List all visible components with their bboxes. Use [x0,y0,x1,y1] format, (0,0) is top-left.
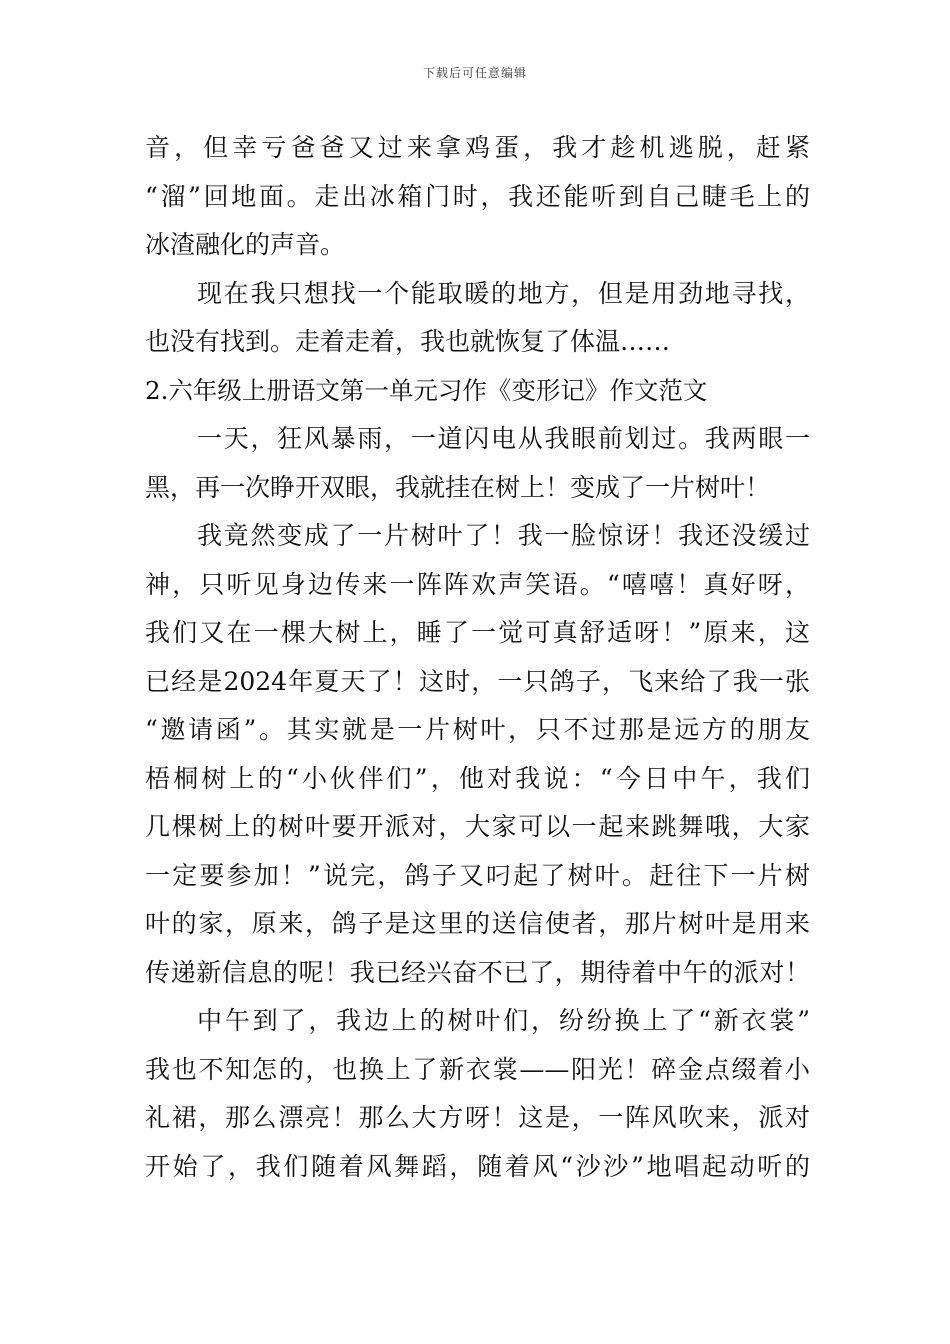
text-line: “溜”回地面。走出冰箱门时，我还能听到自己睫毛上的 [145,181,810,211]
text-line: 礼裙，那么漂亮！那么大方呀！这是，一阵风吹来，派对 [145,1103,810,1132]
text-line: 冰渣融化的声音。 [145,230,346,259]
text-line: 音，但幸亏爸爸又过来拿鸡蛋，我才趁机逃脱，赶紧 [145,133,810,162]
text-line: 开始了，我们随着风舞蹈，随着风“沙沙”地唱起动听的 [145,1151,810,1181]
document-body [145,124,810,1191]
text-line: 神，只听见身边传来一阵阵欢声笑语。“嘻嘻！真好呀， [145,569,810,599]
page-header: 下载后可任意编辑 [422,66,527,80]
text-line: 也没有找到。走着走着，我也就恢复了体温…… [145,327,671,356]
section-heading: 2.六年级上册语文第一单元习作《变形记》作文范文 [145,375,708,405]
text-line: 梧桐树上的“小伙伴们”，他对我说：“今日中午，我们 [145,763,810,793]
text-line: 我也不知怎的，也换上了新衣裳——阳光！碎金点缀着小 [145,1054,810,1084]
text-line: 一定要参加！”说完，鸽子又叼起了树叶。赶往下一片树 [145,860,810,890]
text-line: 几棵树上的树叶要开派对，大家可以一起来跳舞哦，大家 [145,812,810,841]
text-line: 传递新信息的呢！我已经兴奋不已了，期待着中午的派对！ [145,957,810,987]
text-line: 已经是2024年夏天了！这时，一只鸽子，飞来给了我一张 [145,666,810,696]
text-line: 现在我只想找一个能取暖的地方，但是用劲地寻找， [197,278,810,308]
text-line: 一天，狂风暴雨，一道闪电从我眼前划过。我两眼一 [197,424,810,453]
text-line: 叶的家，原来，鸽子是这里的送信使者，那片树叶是用来 [145,909,810,938]
text-line: “邀请函”。其实就是一片树叶，只不过那是远方的朋友 [145,715,810,744]
text-line: 我竟然变成了一片树叶了！我一脸惊讶！我还没缓过 [197,521,810,550]
text-line: 黑，再一次睁开双眼，我就挂在树上！变成了一片树叶！ [145,472,771,502]
text-line: 我们又在一棵大树上，睡了一觉可真舒适呀！”原来，这 [145,618,810,647]
text-line: 中午到了，我边上的树叶们，纷纷换上了“新衣裳” [197,1006,810,1035]
